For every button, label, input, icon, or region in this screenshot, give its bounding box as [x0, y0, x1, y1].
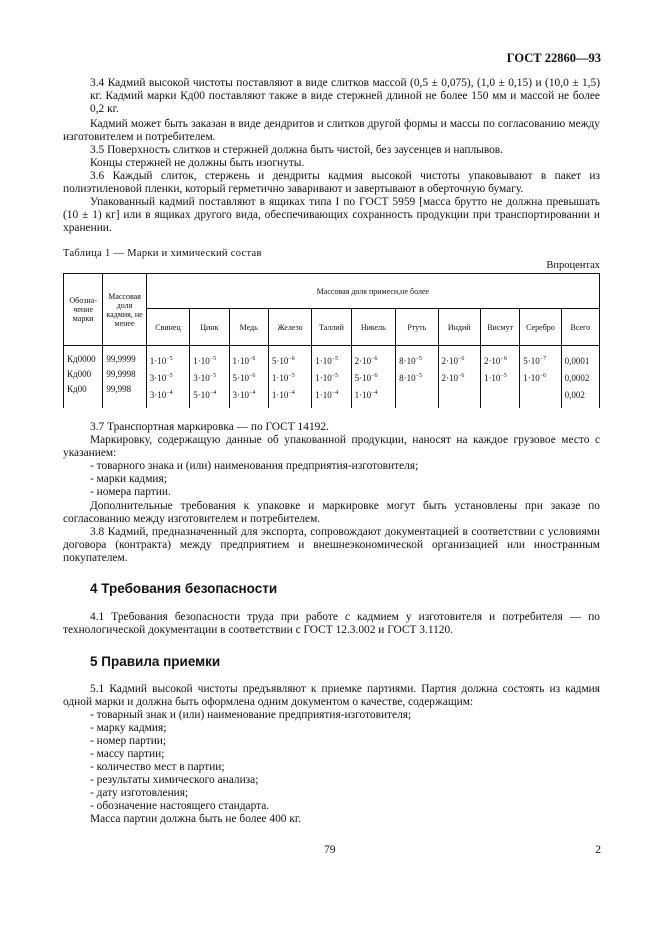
- header-impurity-5: Никель: [351, 309, 395, 346]
- header-impurity-6: Ртуть: [396, 309, 438, 346]
- table-cell-value: 99,9999: [106, 354, 136, 364]
- table-cell-value: $1\cdot 10^{-5}$: [315, 373, 339, 383]
- para: Упакованный кадмий поставляют в ящиках типа I по ГОСТ 5959 [масса брутто не должна превышать (10 ± 1) кг] или в ящиках другого вида, обеспечивающих сохранность продукции при транспортировании и хранении.: [63, 196, 600, 234]
- para: 4.1 Требования безопасности труда при работе с кадмием у изготовителя и потребителя — по технологической документации в соответствии с ГОСТ 12.3.002 и ГОСТ 3.1120.: [63, 611, 600, 636]
- impurity-cell-1: [190, 346, 229, 409]
- table-cell-value: $2\cdot 10^{-6}$: [483, 356, 507, 366]
- impurity-cell-4: [312, 346, 351, 409]
- list-item: - массу партии;: [90, 748, 165, 760]
- header-impurity-1: Цинк: [190, 309, 229, 346]
- list-item: - номер партии;: [90, 735, 167, 747]
- table-cell-value: 0,0001: [564, 356, 590, 366]
- table-cell-value: $3\cdot 10^{-5}$: [193, 373, 217, 383]
- list-item: - дату изготовления;: [90, 787, 189, 799]
- para: 3.6 Каждый слиток, стержень и дендриты кадмия высокой чистоты упаковывают в пакет из полиэтиленовой пленки, который герметично заваривают и завертывают в оберточную бумагу.: [63, 170, 600, 195]
- para: 3.8 Кадмий, предназначенный для экспорта, сопровождают документацией в соответствии с условиями договора (контракта) между предприятием и внешнеэкономической организацией или иностранным покупателем.: [63, 526, 600, 564]
- impurity-cell-9: [520, 346, 561, 409]
- table-cell-value: $5\cdot 10^{-7}$: [523, 356, 547, 366]
- paragraph-3-5: [90, 144, 600, 170]
- para: Кадмий может быть заказан в виде дендритов и слитков другой формы и массы по согласованию между изготовителем и потребителем.: [63, 118, 600, 143]
- table-cell-value: 0,002: [564, 390, 585, 400]
- table-cell-value: $5\cdot 10^{-6}$: [271, 356, 295, 366]
- table-cell-value: $5\cdot 10^{-6}$: [354, 373, 378, 383]
- impurity-cell-2: [229, 346, 268, 409]
- impurity-cell-0: [146, 346, 189, 409]
- header-cadmium: Массовая доля кадмия, не менее: [103, 274, 146, 346]
- table-cell-value: $1\cdot 10^{-5}$: [149, 356, 173, 366]
- para: 3.4 Кадмий высокой чистоты поставляют в виде слитков массой (0,5 ± 0,075), (1,0 ± 0,15) и (10,0 ± 1,5) кг. Кадмий марки Кд00 поставляют также в виде стержней длиной не более 150 мм и массой не более 0,2 кг.: [90, 77, 600, 115]
- header-impurity-8: Висмут: [480, 309, 519, 346]
- table-cell-value: $2\cdot 10^{-6}$: [441, 373, 465, 383]
- paragraph-5-1: [63, 683, 600, 709]
- header-impurity-10: Всего: [561, 309, 599, 346]
- section-5-title: 5 Правила приемки: [90, 654, 221, 669]
- grade-cell: [64, 346, 103, 409]
- table-cell-value: $8\cdot 10^{-5}$: [399, 356, 422, 366]
- table-cell-value: $2\cdot 10^{-6}$: [354, 356, 378, 366]
- table-cell-value: [399, 386, 437, 403]
- paragraph-3-7b: [63, 434, 600, 460]
- table-cell-value: $1\cdot 10^{-5}$: [315, 356, 339, 366]
- table-cell-value: $3\cdot 10^{-5}$: [149, 373, 173, 383]
- impurity-cell-5: [351, 346, 395, 409]
- header-impurity-0: Свинец: [146, 309, 189, 346]
- list-item: - марки кадмия;: [90, 473, 167, 485]
- para: Дополнительные требования к упаковке и маркировке могут быть установлены при заказе по согласованию между изготовителем и потребителем.: [63, 500, 600, 525]
- list-item: - товарный знак и (или) наименование предприятия-изготовителя;: [90, 709, 412, 721]
- table-cell-value: $1\cdot 10^{-5}$: [483, 373, 507, 383]
- list-item: - номера партии.: [90, 486, 171, 498]
- header-impurity-2: Медь: [229, 309, 268, 346]
- impurity-cell-7: [438, 346, 480, 409]
- list-item: - результаты химического анализа;: [90, 774, 259, 786]
- table-cell-value: $1\cdot 10^{-6}$: [523, 373, 547, 383]
- paragraph-3-6: [63, 170, 600, 235]
- composition-table: [63, 273, 600, 408]
- header-impurity-9: Серебро: [520, 309, 561, 346]
- paragraph-3-7c: [63, 500, 600, 565]
- header-impurity-4: Таллий: [312, 309, 351, 346]
- list-item: - количество мест в партии;: [90, 761, 225, 773]
- list-item: - марку кадмия;: [90, 722, 167, 734]
- table-cell-value: 99,9998: [106, 369, 136, 379]
- section-4-title: 4 Требования безопасности: [90, 581, 278, 596]
- table-cell-value: $1\cdot 10^{-6}$: [232, 356, 256, 366]
- table-cell-value: $1\cdot 10^{-4}$: [315, 390, 339, 400]
- page-number-right: 2: [595, 844, 601, 856]
- table-cell-value: $3\cdot 10^{-4}$: [149, 390, 173, 400]
- header-impurity-7: Индий: [438, 309, 480, 346]
- impurity-cell-8: [480, 346, 519, 409]
- impurity-cell-6: [396, 346, 438, 409]
- impurity-cell-10: [561, 346, 599, 409]
- table-cell-value: [442, 386, 480, 403]
- document-code: ГОСТ 22860—93: [506, 51, 601, 65]
- table-cell-value: $1\cdot 10^{-5}$: [193, 356, 217, 366]
- para: 3.5 Поверхность слитков и стержней должна быть чистой, без заусенцев и наплывов.: [90, 144, 504, 156]
- table-caption: Таблица 1 — Марки и химический состав: [63, 248, 262, 259]
- cadmium-cell: [103, 346, 146, 409]
- para: Концы стержней не должны быть изогнуты.: [90, 157, 305, 169]
- table-cell-value: 0,0002: [564, 373, 590, 383]
- table-cell-value: $2\cdot 10^{-6}$: [441, 356, 465, 366]
- document-contents-list: [90, 709, 600, 826]
- para: 3.7 Транспортная маркировка — по ГОСТ 14192.: [90, 421, 329, 433]
- para: Маркировку, содержащую данные об упакованной продукции, наносят на каждое грузовое место с указанием:: [63, 434, 600, 459]
- paragraph-3-4: [90, 77, 600, 116]
- table-cell-value: [484, 386, 519, 403]
- paragraph-4-1: [63, 611, 600, 637]
- header-grade: Обозна-чение марки: [64, 274, 103, 346]
- table-cell-value: [523, 386, 560, 403]
- paragraph-3-4b: [63, 118, 600, 144]
- para: Масса партии должна быть не более 400 кг.: [90, 813, 302, 825]
- table-cell-value: $8\cdot 10^{-5}$: [399, 373, 422, 383]
- table-cell-value: $1\cdot 10^{-5}$: [271, 373, 295, 383]
- table-cell-value: 99,998: [106, 384, 132, 394]
- table-cell-value: $5\cdot 10^{-6}$: [232, 373, 256, 383]
- table-cell-value: $5\cdot 10^{-4}$: [193, 390, 217, 400]
- table-cell-value: Кд0000: [67, 354, 96, 364]
- impurity-cell-3: [268, 346, 311, 409]
- header-impurities: Массовая доля примеси,не более: [146, 274, 599, 309]
- list-item: - обозначение настоящего стандарта.: [90, 800, 270, 812]
- page-number-center: 79: [324, 844, 336, 856]
- table-cell-value: $1\cdot 10^{-4}$: [354, 390, 378, 400]
- list-item: - товарного знака и (или) наименования предприятия-изготовителя;: [90, 460, 419, 472]
- para: 5.1 Кадмий высокой чистоты предъявляют к приемке партиями. Партия должна состоять из кадмия одной марки и должна быть оформлена одним документом о качестве, содержащим:: [63, 683, 600, 708]
- table-cell-value: $1\cdot 10^{-4}$: [271, 390, 295, 400]
- table-cell-value: $3\cdot 10^{-4}$: [232, 390, 256, 400]
- paragraph-3-7: [90, 421, 600, 434]
- table-cell-value: Кд000: [67, 369, 92, 379]
- marking-list: [90, 460, 600, 499]
- table-unit: Впроцентах: [546, 260, 600, 271]
- header-impurity-3: Железо: [268, 309, 311, 346]
- table-cell-value: Кд00: [67, 384, 87, 394]
